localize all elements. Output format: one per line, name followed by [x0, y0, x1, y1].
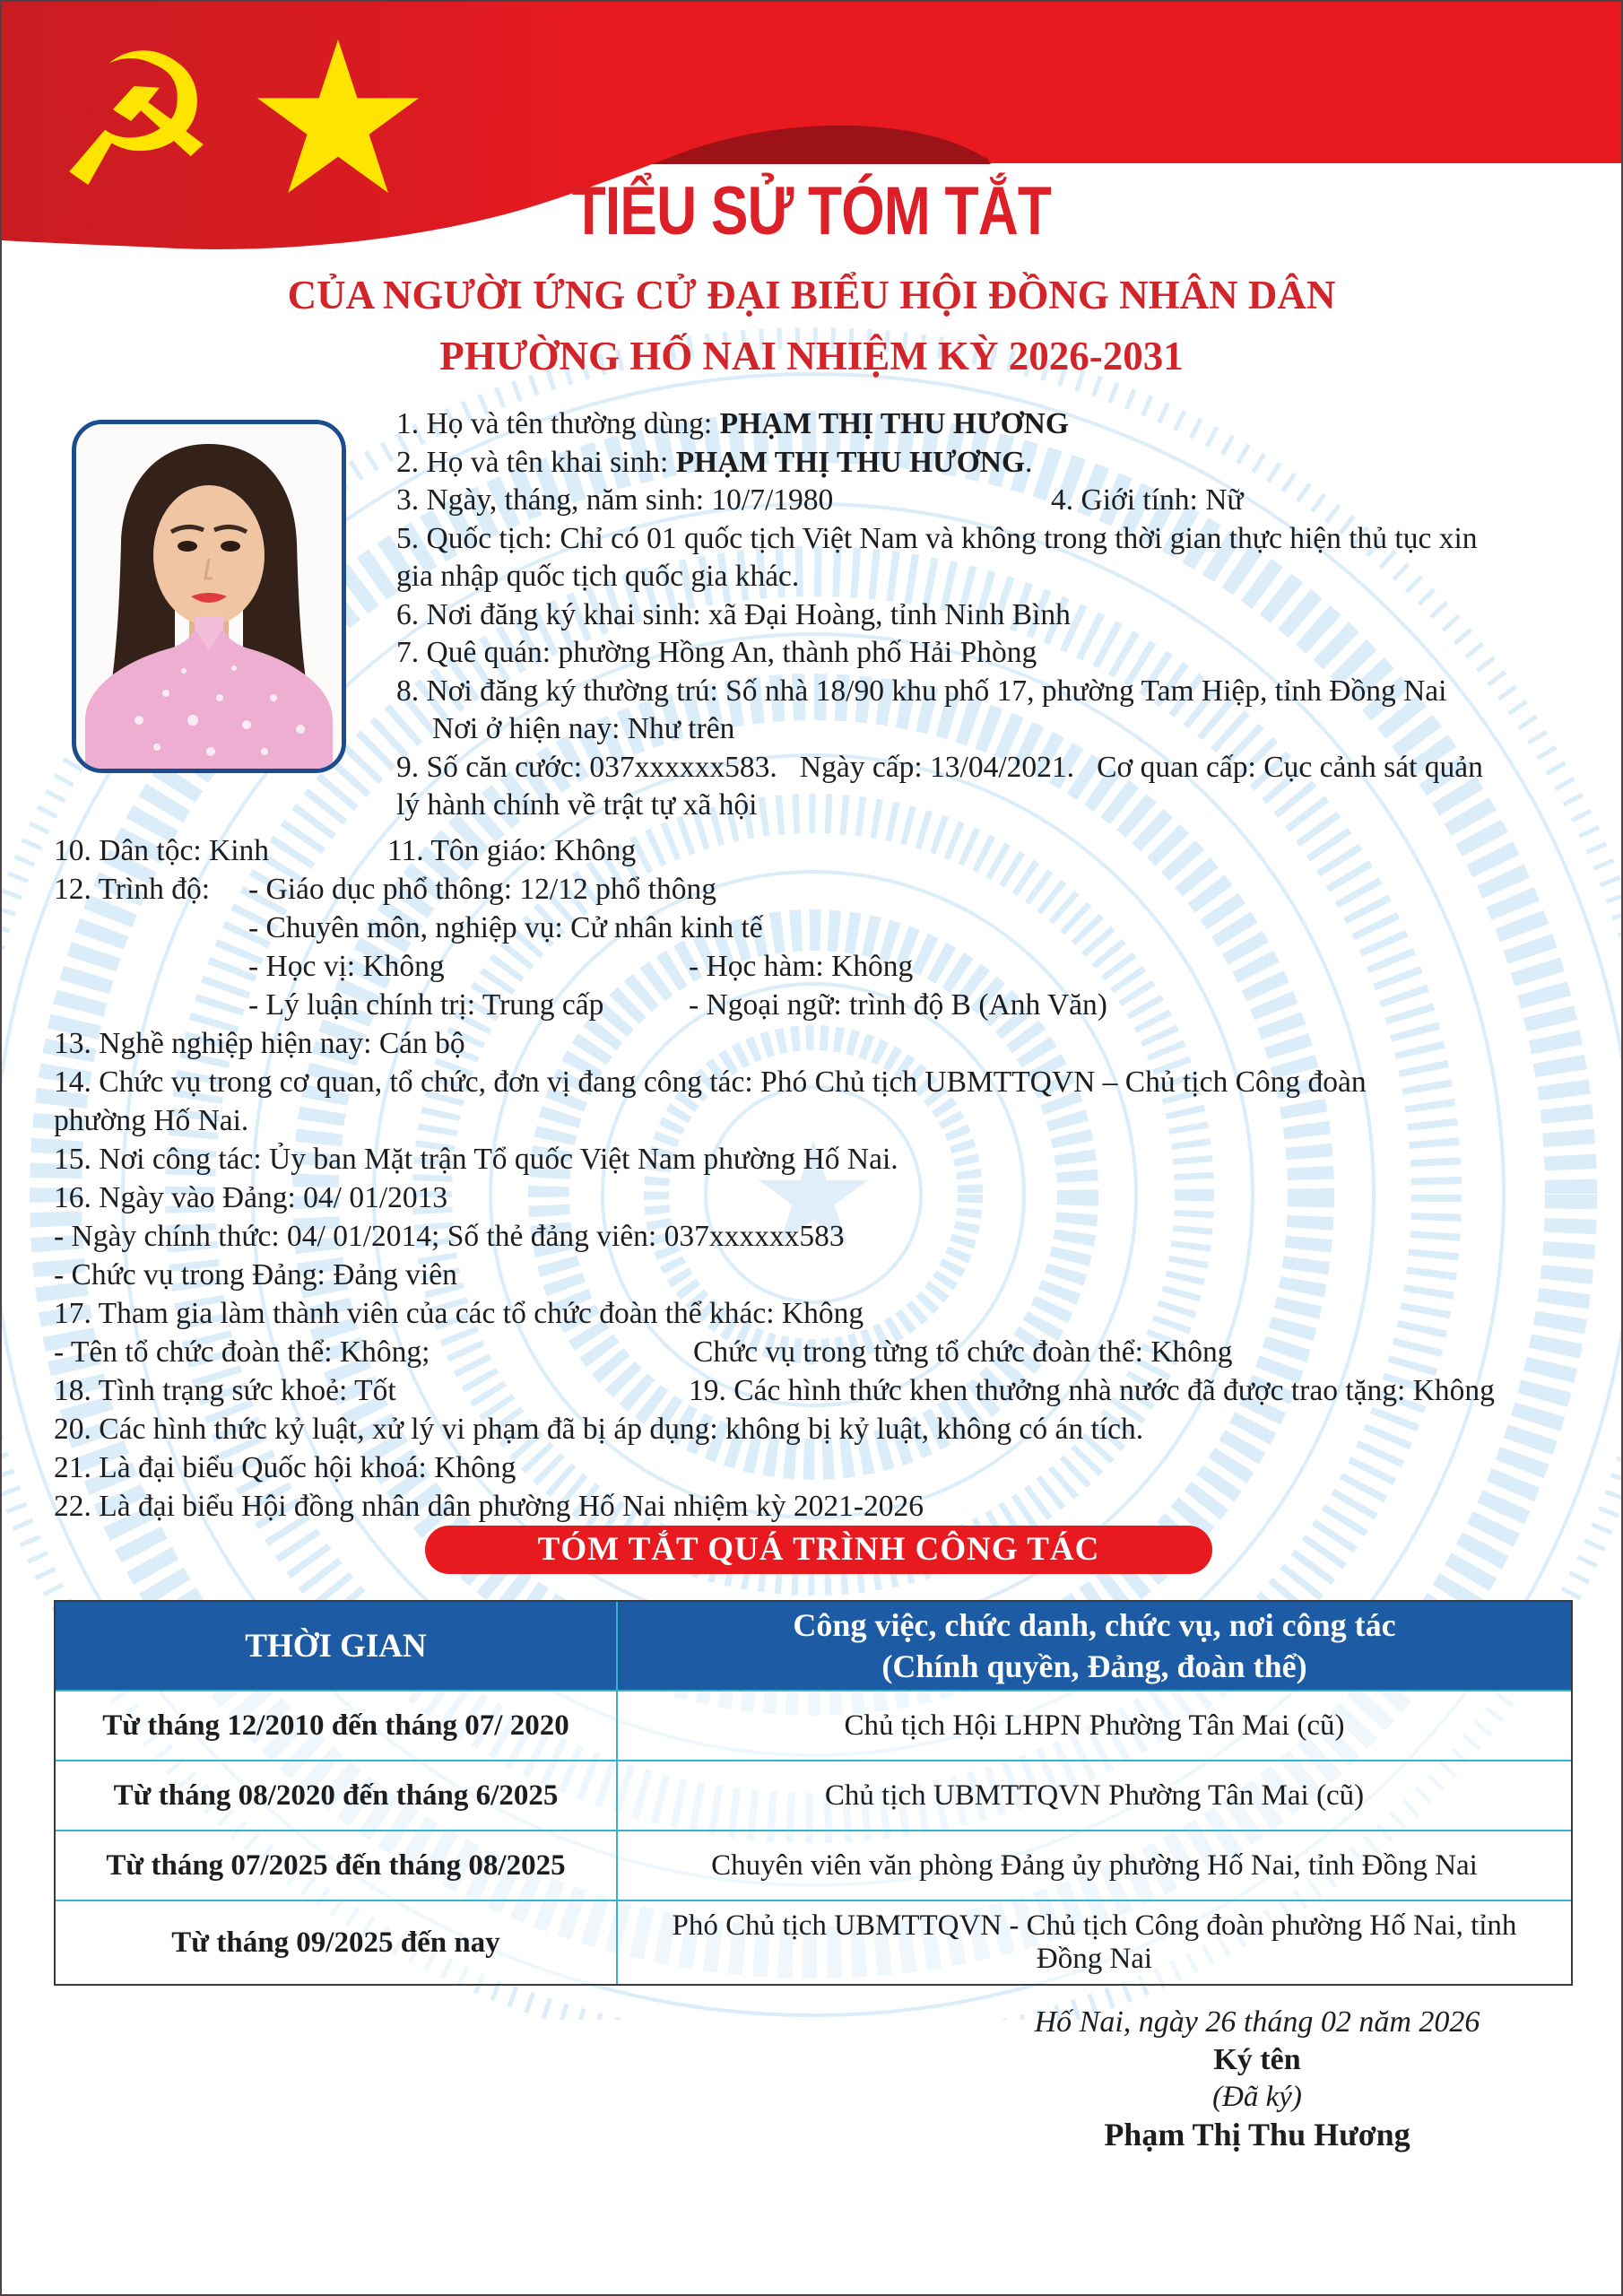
profile-line-21: 21. Là đại biểu Quốc hội khoá: Không	[54, 1451, 516, 1484]
profile-line-9a: 9. Số căn cước: 037xxxxxx583. Ngày cấp: 13/04/2021. Cơ quan cấp: Cục cảnh sát quản	[396, 750, 1483, 784]
profile-line-5b: gia nhập quốc tịch quốc gia khác.	[396, 560, 800, 593]
profile-line-10-11: 10. Dân tộc: Kinh 11. Tôn giáo: Không	[54, 834, 637, 867]
career-col1-header: THỜI GIAN	[56, 1602, 616, 1690]
profile-line-9b: lý hành chính về trật tự xã hội	[396, 788, 758, 822]
signature-label: Ký tên	[1213, 2043, 1301, 2076]
career-row-position: Chủ tịch UBMTTQVN Phường Tân Mai (cũ)	[616, 1760, 1571, 1830]
profile-items-top	[396, 405, 1589, 825]
career-section-title: TÓM TẮT QUÁ TRÌNH CÔNG TÁC	[425, 1526, 1212, 1574]
profile-line-20: 20. Các hình thức kỷ luật, xử lý vi phạm đã bị áp dụng: không bị kỷ luật, không có án tích.	[54, 1413, 1144, 1446]
candidate-photo	[72, 420, 346, 773]
profile-line-17ab: - Tên tổ chức đoàn thể: Không; Chức vụ trong từng tổ chức đoàn thể: Không	[54, 1335, 1233, 1369]
page-subtitle-1: CỦA NGƯỜI ỨNG CỬ ĐẠI BIỂU HỘI ĐỒNG NHÂN DÂN	[287, 273, 1336, 317]
career-row-time: Từ tháng 08/2020 đến tháng 6/2025	[56, 1760, 616, 1830]
profile-line-5a: 5. Quốc tịch: Chỉ có 01 quốc tịch Việt Nam và không trong thời gian thực hiện thủ tục xin	[396, 521, 1478, 555]
career-row-time: Từ tháng 07/2025 đến tháng 08/2025	[56, 1830, 616, 1900]
profile-line-22: 22. Là đại biểu Hội đồng nhân dân phường Hố Nai nhiệm kỳ 2021-2026	[54, 1490, 924, 1523]
profile-line-1: 1. Họ và tên thường dùng: PHẠM THỊ THU HƯƠNG	[396, 407, 1069, 440]
profile-line-14a: 14. Chức vụ trong cơ quan, tổ chức, đơn vị đang công tác: Phó Chủ tịch UBMTTQVN – Chủ tịch Công đoàn	[54, 1065, 1367, 1099]
signature-block	[939, 2004, 1575, 2154]
signature-place-date: Hố Nai, ngày 26 tháng 02 năm 2026	[1034, 2005, 1480, 2039]
career-table	[54, 1600, 1573, 1986]
profile-line-14b: phường Hố Nai.	[54, 1104, 249, 1137]
career-row-position: Chủ tịch Hội LHPN Phường Tân Mai (cũ)	[616, 1690, 1571, 1760]
profile-line-7: 7. Quê quán: phường Hồng An, thành phố Hải Phòng	[396, 636, 1037, 669]
career-col2-header: Công việc, chức danh, chức vụ, nơi công tác (Chính quyền, Đảng, đoàn thể)	[616, 1602, 1571, 1690]
career-row-position: Chuyên viên văn phòng Đảng ủy phường Hố Nai, tỉnh Đồng Nai	[616, 1830, 1571, 1900]
profile-items-bottom	[54, 831, 1578, 1526]
profile-line-16: 16. Ngày vào Đảng: 04/ 01/2013	[54, 1181, 448, 1214]
profile-line-13: 13. Nghề nghiệp hiện nay: Cán bộ	[54, 1027, 465, 1060]
svg-text:★: ★	[749, 1110, 878, 1278]
profile-line-2: 2. Họ và tên khai sinh: PHẠM THỊ THU HƯƠNG.	[396, 445, 1033, 479]
signer-name: Phạm Thị Thu Hương	[1104, 2117, 1410, 2152]
profile-line-16a: - Ngày chính thức: 04/ 01/2014; Số thẻ đảng viên: 037xxxxxx583	[54, 1220, 845, 1253]
profile-line-15: 15. Nơi công tác: Ủy ban Mặt trận Tổ quốc Việt Nam phường Hố Nai.	[54, 1143, 898, 1176]
profile-line-6: 6. Nơi đăng ký khai sinh: xã Đại Hoàng, tỉnh Ninh Bình	[396, 597, 1071, 631]
career-row-time: Từ tháng 12/2010 đến tháng 07/ 2020	[56, 1690, 616, 1760]
career-row-position: Phó Chủ tịch UBMTTQVN - Chủ tịch Công đoàn phường Hố Nai, tỉnh Đồng Nai	[616, 1900, 1571, 1984]
page-subtitle-2: PHƯỜNG HỐ NAI NHIỆM KỲ 2026-2031	[439, 334, 1184, 378]
profile-line-12b: - Chuyên môn, nghiệp vụ: Cử nhân kinh tế	[248, 911, 763, 944]
star-icon: ★	[243, 2, 433, 242]
profile-line-18-19: 18. Tình trạng sức khoẻ: Tốt 19. Các hình thức khen thưởng nhà nước đã được trao tặng: Không	[54, 1374, 1495, 1407]
hammer-sickle-icon: ☭	[54, 15, 219, 229]
signature-signed-note: (Đã ký)	[1212, 2081, 1302, 2113]
page-title: TIỂU SỬ TÓM TẮT	[571, 173, 1052, 249]
career-row-time: Từ tháng 09/2025 đến nay	[56, 1900, 616, 1984]
profile-line-12: 12. Trình độ: - Giáo dục phổ thông: 12/12 phổ thông	[54, 873, 716, 906]
profile-line-8: 8. Nơi đăng ký thường trú: Số nhà 18/90 khu phố 17, phường Tam Hiệp, tỉnh Đồng Nai	[396, 674, 1447, 708]
profile-line-12cd: - Học vị: Không - Học hàm: Không	[248, 950, 914, 983]
profile-line-17: 17. Tham gia làm thành viên của các tổ chức đoàn thể khác: Không	[54, 1297, 864, 1330]
profile-line-8b: Nơi ở hiện nay: Như trên	[432, 712, 735, 745]
profile-line-12ef: - Lý luận chính trị: Trung cấp - Ngoại ngữ: trình độ B (Anh Văn)	[248, 988, 1107, 1022]
profile-line-3-4: 3. Ngày, tháng, năm sinh: 10/7/1980 4. Giới tính: Nữ	[396, 483, 1244, 517]
profile-line-16b: - Chức vụ trong Đảng: Đảng viên	[54, 1258, 457, 1292]
